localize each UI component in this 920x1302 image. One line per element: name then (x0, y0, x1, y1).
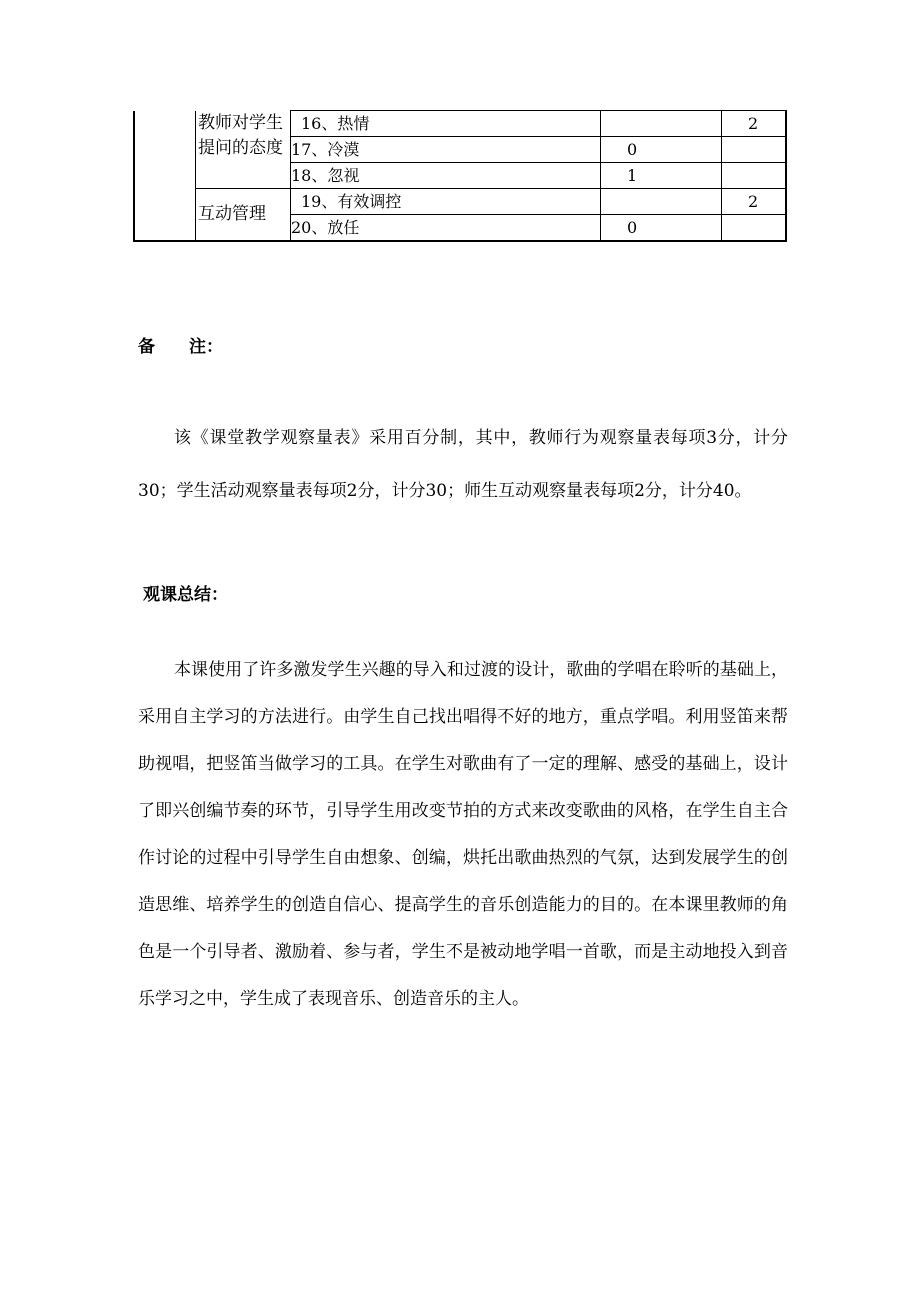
section-cell (134, 111, 196, 242)
score-two-cell: 2 (722, 189, 786, 215)
item-cell (291, 163, 601, 189)
item-label: 17、冷漠 (291, 140, 360, 159)
remark-heading-first: 备 (138, 337, 155, 357)
score-zero-cell: 0 (601, 215, 722, 242)
summary-text: 本课使用了许多激发学生兴趣的导入和过渡的设计，歌曲的学唱在聆听的基础上，采用自主学习的方法进行。由学生自己找出唱得不好的地方，重点学唱。利用竖笛来帮助视唱，把竖笛当做学习的工具。在学生对歌曲有了一定的理解、感受的基础上，设计了即兴创编节奏的环节，引导学生用改变节拍的方式来改变歌曲的风格，在学生自主合作讨论的过程中引导学生自由想象、创编，烘托出歌曲热烈的气氛，达到发展学生的创造思维、培养学生的创造自信心、提高学生的音乐创造能力的目的。在本课里教师的角色是一个引导者、激励着、参与者，学生不是被动地学唱一首歌，而是主动地投入到音乐学习之中，学生成了表现音乐、创造音乐的主人。 (138, 660, 788, 1009)
item-label: 19、有效调控 (301, 192, 402, 211)
score-zero-cell (601, 111, 722, 137)
score-two-cell (722, 163, 786, 189)
item-label: 20、放任 (291, 218, 360, 237)
summary-paragraph (138, 647, 788, 1023)
score-two-cell (722, 215, 786, 242)
category-management: 互动管理 (196, 189, 291, 242)
score-zero-cell: 0 (601, 137, 722, 163)
score-two-cell: 2 (722, 111, 786, 137)
remark-text: 该《课堂教学观察量表》采用百分制，其中，教师行为观察量表每项3分，计分30；学生活动观察量表每项2分，计分30；师生互动观察量表每项2分，计分40。 (138, 428, 788, 501)
item-cell (291, 111, 601, 137)
item-label: 18、忽视 (291, 166, 360, 185)
observation-table (133, 110, 787, 242)
item-cell (291, 189, 601, 215)
remark-heading-second: 注： (189, 337, 223, 357)
table-row (134, 189, 786, 215)
item-cell (291, 215, 601, 242)
score-two-cell (722, 137, 786, 163)
score-zero-cell: 1 (601, 163, 722, 189)
remark-paragraph (138, 412, 788, 518)
summary-heading: 观课总结： (143, 585, 228, 605)
category-attitude: 教师对学生提问的态度 (196, 111, 291, 189)
score-zero-cell (601, 189, 722, 215)
item-cell (291, 137, 601, 163)
table-row (134, 111, 786, 137)
remark-heading (138, 332, 223, 357)
item-label: 16、热情 (301, 114, 370, 133)
